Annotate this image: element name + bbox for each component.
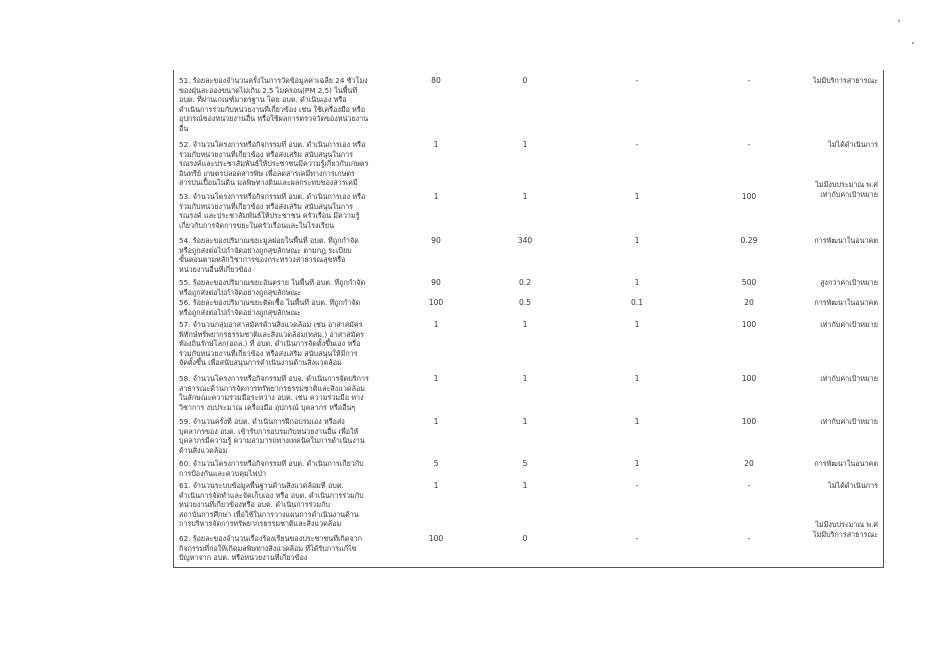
status-text: ไม่มีบริการสาธารณะ xyxy=(813,76,878,85)
score-value: 1 xyxy=(634,417,640,426)
table-bottom-border xyxy=(173,567,884,568)
score-value: - xyxy=(635,534,639,543)
percent-value: 500 xyxy=(741,278,757,287)
indicator-description: 62. ร้อยละของจำนวนเรื่องร้องเรียนของประชาชนที่เกิดจาก กิจกรรมที่ก่อให้เกิดมลพิษทางสิ่งแวดล้อม ที่ได้รับการแก้ไข ปัญหาจาก อบต. หรือหน่วยงานที่เกี่ยวข้อง xyxy=(179,534,363,562)
percent-value: 100 xyxy=(741,374,757,383)
result-value: 0.5 xyxy=(518,298,532,307)
target-value: 100 xyxy=(428,534,444,543)
result-value: 1 xyxy=(522,374,528,383)
indicator-description: 57. จำนวนกลุ่มอาสาสมัครด้านสิ่งแวดล้อม เช่น อาสาสมัคร พิทักษ์ทรัพยากรธรรมชาติและสิ่งแวดล้อม(ทสม.) อาสาสมัคร ท้องถิ่นรักษ์โลก(อถล.) ที่ อบต. ดำเนินการจัดตั้งขึ้นเอง หรือ ร่วมกับหน่วยงานที่เกี่ยวข้อง หรือส่งเสริม สนับสนุนให้มีการ จัดตั้งขึ้น เพื่อสนับสนุนการดำเนินงานด้านสิ่งแวดล้อม xyxy=(179,320,364,367)
indicator-description: 51. ร้อยละของจำนวนครั้งในการวัดข้อมูลค่าเฉลี่ย 24 ชั่วโมง ของฝุ่นละอองขนาดไม่เกิน 2.5 ไมครอน(PM 2.5) ในพื้นที่ อบต. ที่ผ่านเกณฑ์มาตรฐาน โดย อบต. ดำเนินเอง หรือ ดำเนินการร่วมกับหน่วยงานที่เกี่ยวข้อง เช่น ใช้เครื่องมือ หรือ อุปกรณ์ของหน่วยงานอื่น หรือใช้ผลการตรวจวัดของหน่วยงาน อื่น xyxy=(179,76,369,133)
status-text: การพัฒนาในอนาคต xyxy=(814,298,878,307)
percent-value: - xyxy=(747,481,751,490)
result-value: 1 xyxy=(522,192,528,201)
target-value: 1 xyxy=(433,481,439,490)
score-value: 1 xyxy=(634,278,640,287)
result-value: 1 xyxy=(522,140,528,149)
table-left-border xyxy=(173,70,174,568)
status-text: เท่ากับค่าเป้าหมาย xyxy=(820,374,878,383)
result-value: 0 xyxy=(522,76,528,85)
scan-speck xyxy=(898,20,900,22)
status-text: เท่ากับค่าเป้าหมาย xyxy=(820,417,878,426)
indicator-description: 53. จำนวนโครงการหรือกิจกรรมที่ อบต. ดำเนินการเอง หรือ ร่วมกับหน่วยงานที่เกี่ยวข้อง หรือส่งเสริม สนับสนุนในการ รณรงค์ และประชาสัมพันธ์ให้ประชาชน ครัวเรือน มีความรู้ เกี่ยวกับการจัดการขยะในครัวเรือนและในโรงเรียน xyxy=(179,192,366,230)
percent-value: 100 xyxy=(741,320,757,329)
indicator-description: 60. จำนวนโครงการหรือกิจกรรมที่ อบต. ดำเนินการเกี่ยวกับ การป้องกันและควบคุมไฟป่า xyxy=(179,459,364,478)
table-right-border xyxy=(883,70,884,568)
score-value: - xyxy=(635,481,639,490)
score-value: 1 xyxy=(634,320,640,329)
status-text: เท่ากับค่าเป้าหมาย xyxy=(820,320,878,329)
indicator-description: 59. จำนวนครั้งที่ อบต. ดำเนินการฝึกอบรมเอง หรือส่ง บุคลากรของ อบต. เข้ารับการอบรมกับหน่วยงานอื่น เพื่อให้ บุคลากรมีความรู้ ความสามารถทางเทคนิคในการดำเนินงาน ด้านสิ่งแวดล้อม xyxy=(179,417,365,455)
target-value: 1 xyxy=(433,140,439,149)
percent-value: - xyxy=(747,140,751,149)
target-value: 100 xyxy=(428,298,444,307)
percent-value: - xyxy=(747,534,751,543)
target-value: 1 xyxy=(433,192,439,201)
percent-value: 0.29 xyxy=(740,236,758,245)
score-value: - xyxy=(635,76,639,85)
result-value: 0.2 xyxy=(518,278,532,287)
status-text: ไม่มีงบประมาณ พ.ศ ไม่มีบริการสาธารณะ xyxy=(813,520,878,539)
status-text: ไม่มีงบประมาณ พ.ศ เท่ากับค่าเป้าหมาย xyxy=(815,180,878,199)
percent-value: 100 xyxy=(741,192,757,201)
status-text: ไม่ได้ดำเนินการ xyxy=(828,140,878,149)
percent-value: 100 xyxy=(741,417,757,426)
target-value: 80 xyxy=(431,76,441,85)
target-value: 90 xyxy=(431,236,441,245)
score-value: 0.1 xyxy=(630,298,644,307)
result-value: 5 xyxy=(522,459,528,468)
score-value: 1 xyxy=(634,236,640,245)
target-value: 1 xyxy=(433,374,439,383)
score-value: - xyxy=(635,140,639,149)
target-value: 1 xyxy=(433,320,439,329)
status-text: สูงกว่าค่าเป้าหมาย xyxy=(820,278,878,287)
percent-value: 20 xyxy=(744,298,754,307)
result-value: 0 xyxy=(522,534,528,543)
indicator-description: 52. จำนวนโครงการหรือกิจกรรมที่ อบต. ดำเนินการเอง หรือ ร่วมกับหน่วยงานที่เกี่ยวข้อง หรือส่งเสริม สนับสนุนในการ รณรงค์และประชาสัมพันธ์ให้ประชาชนมีความรู้เกี่ยวกับเกษตร อินทรีย์ เกษตรปลอดสารพิษ เพื่อลดสารเคมีทางการเกษตร สารปนเปื้อนในดิน มลพิษทางดินและผลกระทบของสารเคมี xyxy=(179,140,369,187)
target-value: 90 xyxy=(431,278,441,287)
score-value: 1 xyxy=(634,374,640,383)
score-value: 1 xyxy=(634,192,640,201)
target-value: 5 xyxy=(433,459,439,468)
result-value: 1 xyxy=(522,320,528,329)
result-value: 340 xyxy=(517,236,533,245)
status-text: ไม่ได้ดำเนินการ xyxy=(828,481,878,490)
indicator-description: 58. จำนวนโครงการหรือกิจกรรมที่ อบจ. ดำเนินการจัดบริการ สาธารณะด้านการจัดการทรัพยากรธรรมชาติและสิ่งแวดล้อม ในลักษณะความร่วมมือระหว่าง อบต. เช่น ความร่วมมือ ทาง วิชาการ งบประมาณ เครื่องมือ อุปกรณ์ บุคลากร หรืออื่นๆ xyxy=(179,374,369,412)
result-value: 1 xyxy=(522,417,528,426)
percent-value: - xyxy=(747,76,751,85)
status-text: การพัฒนาในอนาคต xyxy=(814,236,878,245)
indicator-description: 55. ร้อยละของปริมาณขยะอันตราย ในพื้นที่ อบต. ที่ถูกกำจัด หรือถูกส่งต่อไปกำจัดอย่างถูกสุขลักษณะ xyxy=(179,278,366,297)
scan-speck xyxy=(912,42,914,44)
status-text: การพัฒนาในอนาคต xyxy=(814,459,878,468)
indicator-description: 54. ร้อยละของปริมาณขยะมูลฝอยในพื้นที่ อบต. ที่ถูกกำจัด หรือถูกส่งต่อไปกำจัดอย่างถูกสุขลักษณะ ตามกฎ ระเบียบ ขั้นตอนตามหลักวิชาการของกระทรวงสาธารณสุขหรือ หน่วยงานอื่นที่เกี่ยวข้อง xyxy=(179,236,359,274)
indicator-description: 56. ร้อยละของปริมาณขยะติดเชื้อ ในพื้นที่ อบต. ที่ถูกกำจัด หรือถูกส่งต่อไปกำจัดอย่างถูกสุขลักษณะ xyxy=(179,298,361,317)
result-value: 1 xyxy=(522,481,528,490)
percent-value: 20 xyxy=(744,459,754,468)
target-value: 1 xyxy=(433,417,439,426)
score-value: 1 xyxy=(634,459,640,468)
indicator-description: 61. จำนวนระบบข้อมูลพื้นฐานด้านสิ่งแวดล้อมที่ อบต. ดำเนินการจัดทำและจัดเก็บเอง หรือ อบต. ดำเนินการร่วมกับ หน่วยงานที่เกี่ยวข้องหรือ อบต. ดำเนินการร่วมกับ สถาบันการศึกษา เพื่อใช้ในการวางแผนการดำเนินงานด้าน การบริหารจัดการทรัพยากรธรรมชาติและสิ่งแวดล้อม xyxy=(179,481,364,528)
